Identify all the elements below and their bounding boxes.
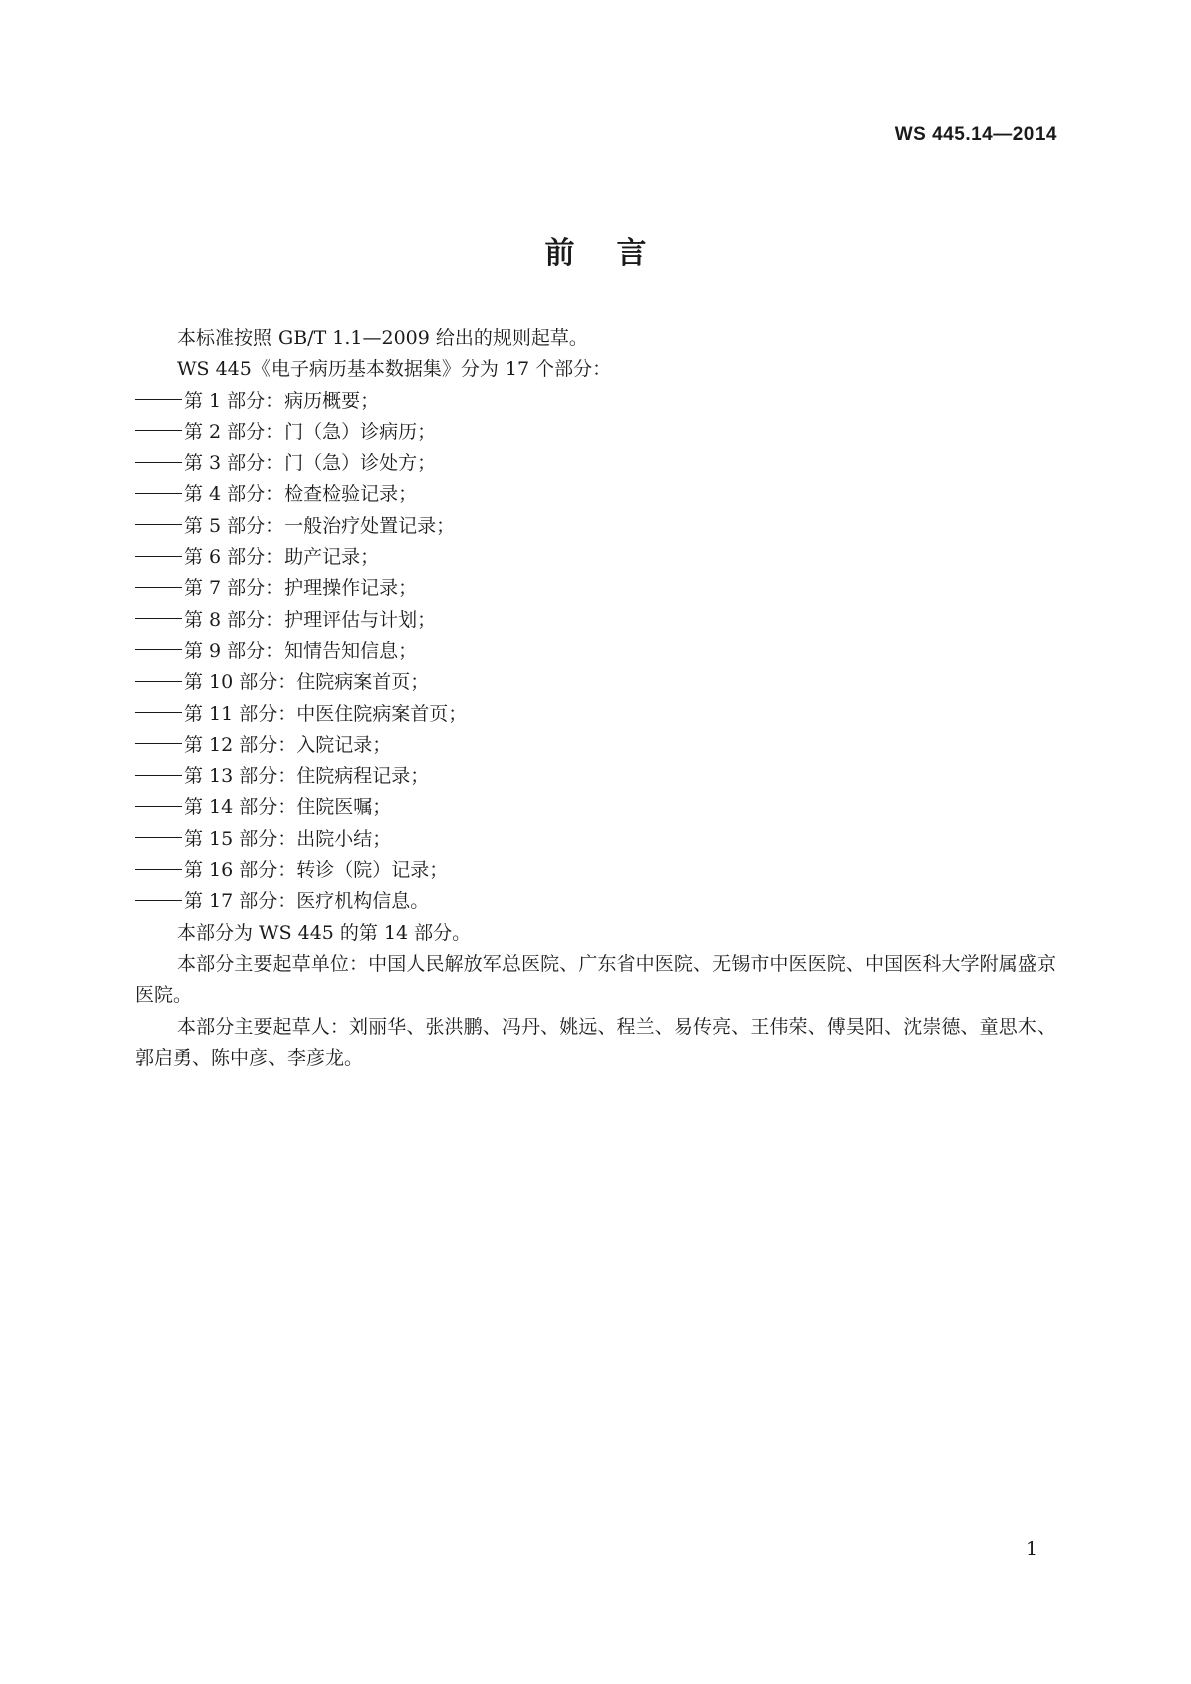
- list-item: [135, 730, 1056, 761]
- list-item: [135, 699, 1056, 730]
- part-label: 第 1 部分：病历概要；: [184, 389, 380, 412]
- foreword-body: [135, 323, 1056, 1074]
- list-item: [135, 761, 1056, 792]
- part-label: 第 9 部分：知情告知信息；: [184, 639, 418, 662]
- part-label: 第 3 部分：门（急）诊处方；: [184, 452, 437, 475]
- part-label: 第 6 部分：助产记录；: [184, 546, 380, 569]
- dash-mark: [135, 806, 182, 807]
- this-part-statement: 本部分为 WS 445 的第 14 部分。: [177, 921, 472, 944]
- part-label: 第 10 部分：住院病案首页；: [184, 671, 430, 694]
- dash-mark: [135, 430, 182, 431]
- dash-mark: [135, 681, 182, 682]
- dash-mark: [135, 869, 182, 870]
- part-label: 第 12 部分：入院记录；: [184, 733, 392, 756]
- dash-mark: [135, 556, 182, 557]
- part-label: 第 2 部分：门（急）诊病历；: [184, 420, 437, 443]
- list-item: [135, 479, 1056, 510]
- rule-statement: 本标准按照 GB/T 1.1—2009 给出的规则起草。: [177, 327, 588, 349]
- dash-mark: [135, 743, 182, 744]
- part-label: 第 13 部分：住院病程记录；: [184, 765, 430, 788]
- list-item: [135, 636, 1056, 667]
- list-item: [135, 448, 1056, 479]
- list-item: [135, 605, 1056, 636]
- list-item: [135, 542, 1056, 573]
- part-label: 第 4 部分：检查检验记录；: [184, 483, 418, 506]
- dash-mark: [135, 837, 182, 838]
- parts-statement: WS 445《电子病历基本数据集》分为 17 个部分：: [177, 358, 612, 381]
- list-item: [135, 417, 1056, 448]
- dash-mark: [135, 618, 182, 619]
- dash-mark: [135, 587, 182, 588]
- part-label: 第 7 部分：护理操作记录；: [184, 577, 418, 600]
- list-item: [135, 886, 1056, 917]
- dash-mark: [135, 775, 182, 776]
- part-label: 第 15 部分：出院小结；: [184, 827, 392, 850]
- dash-mark: [135, 524, 182, 525]
- list-item: [135, 824, 1056, 855]
- dash-mark: [135, 712, 182, 713]
- list-item: [135, 667, 1056, 698]
- dash-mark: [135, 493, 182, 494]
- list-item: [135, 511, 1056, 542]
- dash-mark: [135, 462, 182, 463]
- part-label: 第 16 部分：转诊（院）记录；: [184, 859, 449, 882]
- list-item: [135, 855, 1056, 886]
- list-item: [135, 792, 1056, 823]
- part-label: 第 5 部分：一般治疗处置记录；: [184, 514, 456, 537]
- standard-code: WS 445.14—2014: [894, 124, 1057, 145]
- part-label: 第 8 部分：护理评估与计划；: [184, 608, 437, 631]
- page-number: 1: [1026, 1538, 1039, 1560]
- part-label: 第 17 部分：医疗机构信息。: [184, 890, 430, 913]
- part-label: 第 11 部分：中医住院病案首页；: [184, 702, 468, 725]
- drafting-units: 本部分主要起草单位：中国人民解放军总医院、广东省中医院、无锡市中医医院、中国医科大学附属盛京医院。: [135, 952, 1056, 1007]
- dash-mark: [135, 399, 182, 400]
- drafters: 本部分主要起草人：刘丽华、张洪鹏、冯丹、姚远、程兰、易传亮、王伟荣、傅昊阳、沈崇德、童思木、郭启勇、陈中彦、李彦龙。: [135, 1015, 1056, 1069]
- dash-mark: [135, 900, 182, 901]
- list-item: [135, 573, 1056, 604]
- part-label: 第 14 部分：住院医嘱；: [184, 796, 392, 819]
- dash-mark: [135, 649, 182, 650]
- list-item: [135, 386, 1056, 417]
- page-title: 前言: [544, 236, 689, 271]
